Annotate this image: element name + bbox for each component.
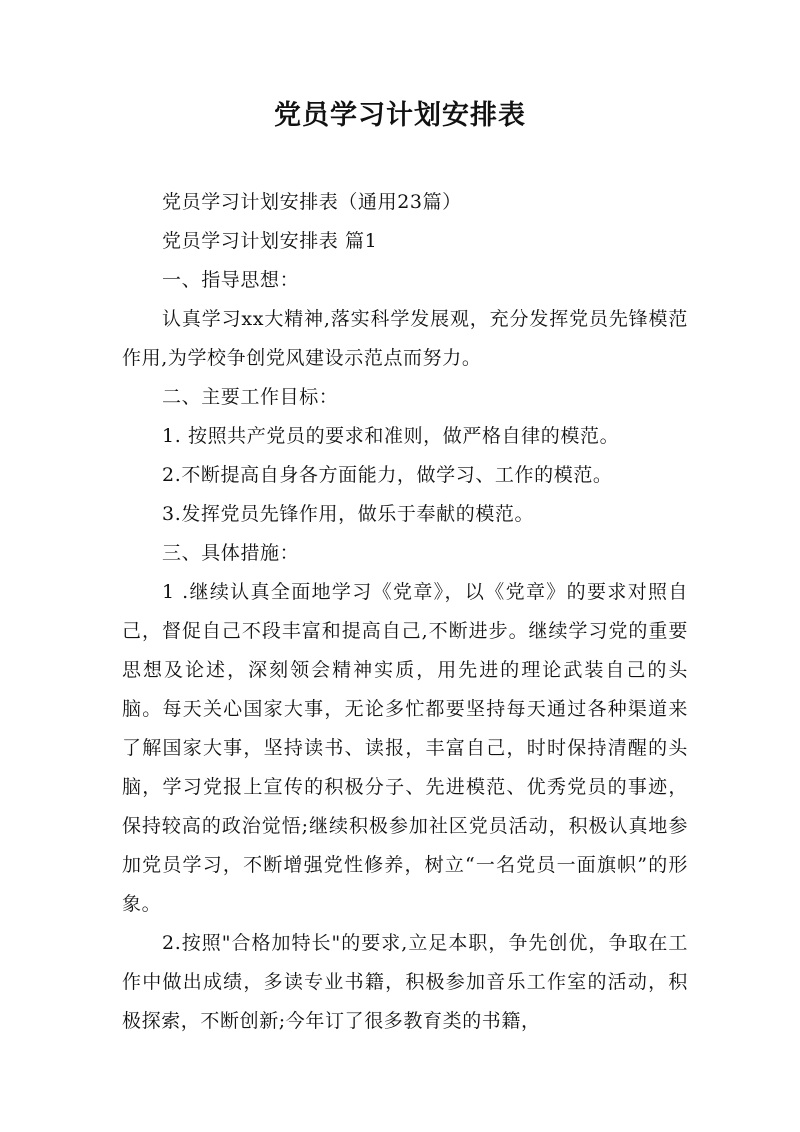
- heading-specific-measures: 三、具体措施：: [162, 542, 300, 564]
- measure-paragraph-1: 1 .继续认真全面地学习《党章》，以《党章》的要求对照自己，督促自己不段丰富和提高自己,不断进步。继续学习党的重要思想及论述，深刻领会精神实质，用先进的理论武装自己的头脑。每天关心国家大事，无论多忙都要坚持每天通过各种渠道来了解国家大事，坚持读书、读报，丰富自己，时时保持清醒的头脑，学习党报上宣传的积极分子、先进模范、优秀党员的事迹，保持较高的政治觉悟;继续积极参加社区党员活动，积极认真地参加党员学习，不断增强党性修养，树立“一名党员一面旗帜”的形象。: [122, 581, 688, 915]
- goal-item-1: 1. 按照共产党员的要求和准则，做严格自律的模范。: [162, 425, 620, 447]
- heading-main-goals: 二、主要工作目标：: [162, 386, 339, 408]
- paragraph-guiding-ideology: 认真学习xx大精神,落实科学发展观，充分发挥党员先锋模范作用,为学校争创党风建设示范点而努力。: [122, 308, 688, 369]
- goal-item-3: 3.发挥党员先锋作用，做乐于奉献的模范。: [162, 503, 535, 525]
- document-body: [122, 183, 688, 1041]
- document-title: 党员学习计划安排表: [274, 100, 526, 131]
- measure-paragraph-2: 2.按照"合格加特长"的要求,立足本职，争先创优，争取在工作中做出成绩，多读专业书籍，积极参加音乐工作室的活动，积极探索，不断创新;今年订了很多教育类的书籍，: [122, 932, 688, 1032]
- section-heading-part1: 党员学习计划安排表 篇1: [162, 230, 378, 252]
- subtitle-paragraph: 党员学习计划安排表（通用23篇）: [162, 191, 462, 213]
- heading-guiding-ideology: 一、指导思想：: [162, 269, 300, 291]
- goal-item-2: 2.不断提高自身各方面能力，做学习、工作的模范。: [162, 464, 613, 486]
